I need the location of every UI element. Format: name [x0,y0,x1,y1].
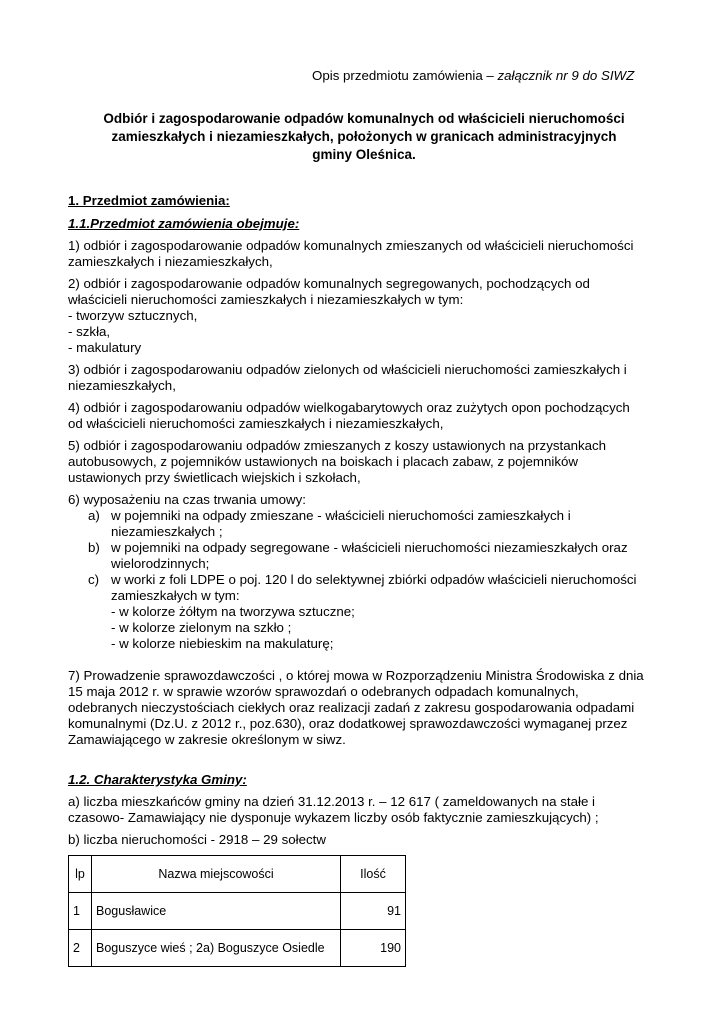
cell-qty: 91 [341,893,406,930]
text-line: 5) odbiór i zagospodarowaniu odpadów zmieszanych z koszy ustawionych na przystankach [68,438,607,453]
column-header-lp: lp [69,856,92,893]
title-line: gminy Oleśnica. [312,147,416,162]
cell-lp: 1 [69,893,92,930]
sub-list-item [68,508,658,540]
list-item [68,832,658,848]
section-heading: 1. Przedmiot zamówienia: [68,193,230,208]
text-line: niezamieszkałych, [68,378,176,393]
text-line: - makulatury [68,340,142,355]
list-item [68,492,658,652]
text-line: zamieszkałych w tym: [111,588,240,603]
text-line: 2) odbiór i zagospodarowanie odpadów komunalnych segregowanych, pochodzących od [68,276,590,291]
list-item [68,238,658,270]
text-line: a) liczba mieszkańców gminy na dzień 31.12.2013 r. – 12 617 ( zameldowanych na stałe i [68,794,595,809]
document-header-note [312,68,634,84]
text-line: właścicieli nieruchomości zamieszkałych i niezamieszkałych w tym: [68,292,464,307]
sub-list-item [68,572,658,652]
list-marker: b) [88,540,100,555]
list-item [68,400,658,432]
text-line: 3) odbiór i zagospodarowaniu odpadów zielonych od właścicieli nieruchomości zamieszkałych i [68,362,627,377]
list-item [68,668,658,748]
list-marker: c) [88,572,100,587]
cell-qty: 190 [341,930,406,967]
list-item [68,794,658,826]
text-line: autobusowych, z pojemników ustawionych na boiskach i placach zabaw, z pojemników [68,454,578,469]
text-line: w pojemniki na odpady segregowane - właścicieli nieruchomości niezamieszkałych oraz [111,540,628,555]
list-item [68,362,658,394]
text-line: odebranych nieczystościach ciekłych oraz realizacji zadań z zakresu gospodarowania odpadami [68,700,635,715]
title-line: zamieszkałych i niezamieszkałych, położonych w granicach administracyjnych [111,129,617,144]
text-line: czasowo- Zamawiający nie dysponuje wykazem liczby osób faktycznie zamieszkujących) ; [68,810,599,825]
text-line: 4) odbiór i zagospodarowaniu odpadów wielkogabarytowych oraz zużytych opon pochodzących [68,400,630,415]
document-body [68,193,658,967]
sub-list-item [68,540,658,572]
text-line: - tworzyw sztucznych, [68,308,198,323]
header-attachment: załącznik nr 9 do SIWZ [497,68,635,83]
cell-name: Bogusławice [92,893,341,930]
table-row [69,930,406,967]
text-line: 6) wyposażeniu na czas trwania umowy: [68,492,306,507]
subsection-heading: 1.1.Przedmiot zamówienia obejmuje: [68,216,300,231]
list-marker: a) [88,508,100,523]
text-line: komunalnymi (Dz.U. z 2012 r., poz.630), oraz dodatkowej sprawozdawczości wymaganej przez [68,716,628,731]
text-line: od właścicieli nieruchomości zamieszkałych i niezamieszkałych, [68,416,444,431]
text-line: b) liczba nieruchomości - 2918 – 29 sołectw [68,832,326,847]
subsection-heading: 1.2. Charakterystyka Gminy: [68,772,247,787]
title-line: Odbiór i zagospodarowanie odpadów komunalnych od właścicieli nieruchomości [103,111,625,126]
text-line: 1) odbiór i zagospodarowanie odpadów komunalnych zmieszanych od właścicieli nieruchomości [68,238,634,253]
document-title [66,110,662,164]
localities-table [68,855,406,967]
header-prefix: Opis przedmiotu zamówienia – [312,68,498,83]
text-line: w worki z foli LDPE o poj. 120 l do selektywnej zbiórki odpadów właścicieli nieruchomości [111,572,637,587]
text-line: 15 maja 2012 r. w sprawie wzorów sprawozdań o odebranych odpadach komunalnych, [68,684,579,699]
text-line: - szkła, [68,324,111,339]
column-header-qty: Ilość [341,856,406,893]
column-header-name: Nazwa miejscowości [92,856,341,893]
text-line: zamieszkałych i niezamieszkałych, [68,254,273,269]
cell-name: Boguszyce wieś ; 2a) Boguszyce Osiedle [92,930,341,967]
text-line: 7) Prowadzenie sprawozdawczości , o której mowa w Rozporządzeniu Ministra Środowiska z dnia [68,668,644,683]
text-line: ustawionych przy świetlicach wiejskich i szkołach, [68,470,361,485]
text-line: Zamawiającego w zakresie określonym w siwz. [68,732,346,747]
sub-list [68,508,658,652]
text-line: w pojemniki na odpady zmieszane - właścicieli nieruchomości zamieszkałych i [111,508,571,523]
cell-lp: 2 [69,930,92,967]
table-header-row [69,856,406,893]
text-line: wielorodzinnych; [111,556,210,571]
list-item [68,276,658,356]
text-line: - w kolorze zielonym na szkło ; [111,620,292,635]
table-row [69,893,406,930]
text-line: niezamieszkałych ; [111,524,223,539]
text-line: - w kolorze niebieskim na makulaturę; [111,636,334,651]
text-line: - w kolorze żółtym na tworzywa sztuczne; [111,604,355,619]
list-item [68,438,658,486]
